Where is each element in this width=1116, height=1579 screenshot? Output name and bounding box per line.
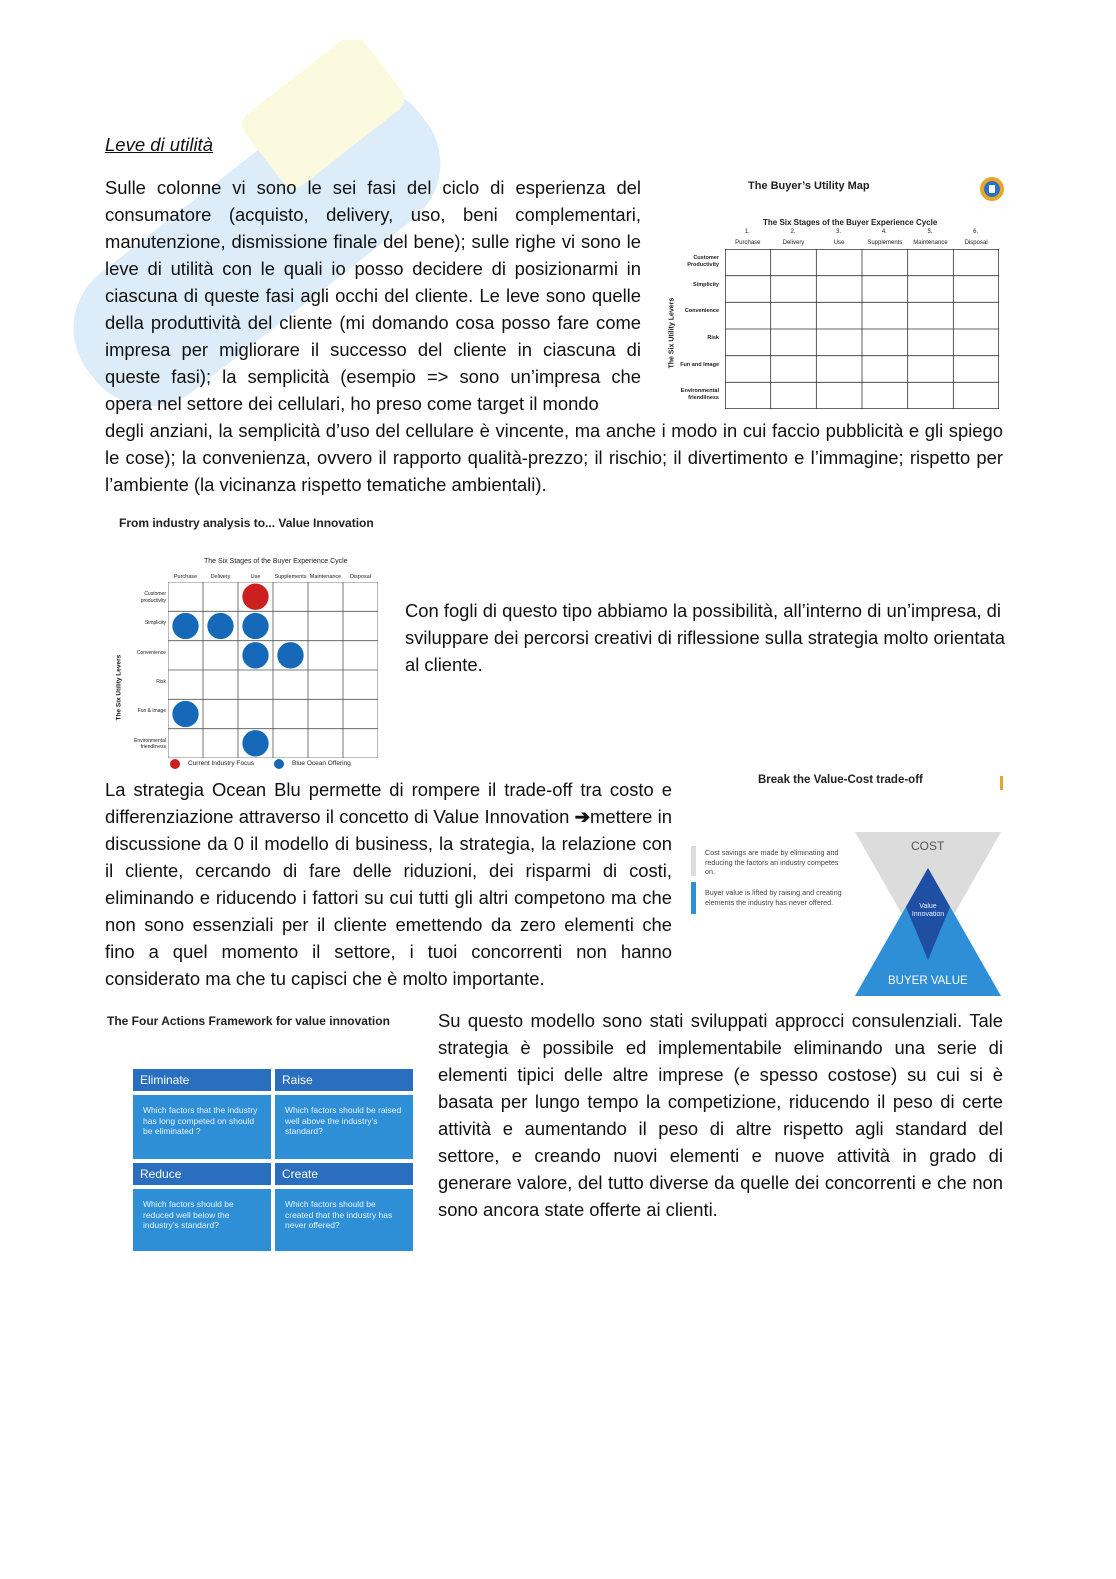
value-innovation-grid [168, 582, 378, 758]
lever-label: Customer productivity [140, 591, 166, 604]
raise-header: Raise [275, 1069, 413, 1091]
stage-label-delivery: Delivery [782, 240, 805, 246]
buyer-value-label: BUYER VALUE [888, 975, 968, 987]
four-actions-framework-figure [105, 1010, 415, 1260]
figure-title: From industry analysis to... Value Innovation [119, 516, 374, 530]
side-label: The Six Utility Levers [115, 654, 123, 721]
reduce-body: Which factors should be reduced well below the industry’s standard? [133, 1189, 271, 1251]
reduce-header: Reduce [133, 1163, 271, 1185]
legend-label-blue-ocean: Blue Ocean Offering [292, 760, 351, 767]
blue-ocean-circle [277, 642, 303, 668]
figure-title: The Four Actions Framework for value innovation [107, 1014, 390, 1028]
paragraph-ocean-blu-intro: La strategia Ocean Blu permette di rompere il trade-off tra costo e differenziazione attraverso il concetto di Value Innovation [105, 779, 672, 827]
stage-label-supplements: Supplements [274, 574, 307, 580]
stage-label-use: Use [250, 574, 261, 580]
lever-label: Convenience [136, 649, 166, 656]
blue-ocean-circle [242, 730, 268, 756]
stage-label-purchase: Purchase [173, 574, 198, 580]
stage-number: 6. [973, 229, 979, 235]
eliminate-body: Which factors that the industry has long competed on should be eliminated ? [133, 1095, 271, 1159]
create-body: Which factors should be created that the industry has never offered? [275, 1189, 413, 1251]
lever-label: Risk [156, 679, 166, 685]
industry-focus-circle [242, 584, 268, 610]
accent-mark [1000, 776, 1003, 790]
eliminate-header: Eliminate [133, 1069, 271, 1091]
lever-label: Environmental friendliness [134, 737, 166, 751]
blue-ocean-circle [207, 613, 233, 639]
legend [170, 758, 390, 772]
figure-title: Break the Value-Cost trade-off [758, 774, 923, 786]
stage-label-supplements: Supplements [867, 240, 903, 246]
blue-ocean-circle [242, 642, 268, 668]
stage-label-use: Use [833, 240, 845, 246]
blue-ocean-circle [242, 613, 268, 639]
paragraph-ocean-blu-body: mettere in discussione da 0 il modello di business, la strategia, la relazione con il cliente, cercando di fare delle riduzioni, dei risparmi di costi, eliminando e riducendo i fattori su cui tutti gli altri competono ma che non sono essenziali per il cliente emettendo da zero elementi che fino a quel momento il settore, i tuoi concorrenti non hanno considerato ma che tu capisci che è molto importante. [105, 806, 672, 989]
lever-label: Simplicity [693, 281, 719, 288]
lever-label: Convenience [684, 308, 719, 315]
utility-map-grid [725, 249, 999, 409]
blue-ocean-circle [172, 613, 198, 639]
stage-label-maintenance: Maintenance [309, 574, 342, 580]
paragraph-utility-levers: Sulle colonne vi sono le sei fasi del ciclo di esperienza del consumatore (acquisto, delivery, uso, beni complementari, manutenzione, dismissione finale del bene); sulle righe vi sono le leve di utilità con le quali io posso decidere di posizionarmi in ciascuna di queste fasi agli occhi del cliente. Le leve sono quelle della produttività del cliente (mi domando cosa posso fare come impresa per migliorare il successo del cliente in ciascuna di queste fasi); la semplicità (esempio => sono un’impresa che opera nel settore dei cellulari, ho preso come target il mondo [105, 177, 641, 414]
value-innovation-label: Value Innovation [911, 903, 945, 918]
paragraph-creative-sheets: Con fogli di questo tipo abbiamo la possibilità, all’interno di un’impresa, di sviluppare dei percorsi creativi di riflessione sulla strategia molto orientata al cliente. [405, 600, 1006, 675]
figure-subtitle: The Six Stages of the Buyer Experience Cycle [204, 558, 348, 565]
stage-label-delivery: Delivery [210, 574, 231, 580]
stage-number: 4. [881, 229, 887, 235]
lever-label: Customer Productivity [687, 255, 719, 268]
legend-red-dot-icon [170, 759, 180, 769]
section-heading: Leve di utilità [105, 134, 213, 155]
value-cost-tradeoff-figure [688, 770, 1006, 1000]
lever-label: Environmental friendliness [680, 388, 719, 402]
cost-label: COST [911, 839, 945, 853]
lever-label: Fun and Image [680, 361, 719, 368]
paragraph-utility-levers-cont: degli anziani, la semplicità d’uso del cellulare è vincente, ma anche i modo in cui faccio pubblicità e gli spiego le cose); la convenienza, ovvero il rapporto qualità-prezzo; il rischio; il divertimento e l’immagine; rispetto per l’ambiente (la vicinanza rispetto tematiche ambientali). [105, 420, 1003, 495]
stage-number: 2. [790, 229, 796, 235]
lever-label: Fun & image [137, 708, 166, 715]
cost-bar [691, 846, 696, 876]
value-bar [691, 882, 696, 914]
stage-label-disposal: Disposal [964, 240, 988, 246]
buyer-value-text: Buyer value is lifted by raising and creating elements the industry has never offered. [705, 888, 842, 907]
buyer-utility-map-figure [655, 172, 1007, 412]
cost-savings-text: Cost savings are made by eliminating and reducing the factors an industry competes on. [705, 848, 839, 876]
arrow-icon: ➔ [574, 806, 591, 827]
lever-label: Risk [707, 335, 719, 341]
paragraph-consulting-approaches: Su questo modello sono stati sviluppati approcci consulenziali. Tale strategia è possibile ed implementabile eliminando una serie di elementi tipici delle altre imprese (e spesso costose) su cui si è basata per lungo tempo la competizione, riducendo il peso di certe attività e aumentando il peso di altre rispetto agli standard del settore, e creando nuovi elementi e nuove attività in grado di generare valore, del tutto diverse da quelle dei concorrenti e che non sono ancora state offerte ai clienti. [438, 1010, 1003, 1220]
stage-number: 3. [836, 229, 842, 235]
legend-label-current: Current Industry Focus [188, 760, 255, 767]
stage-label-disposal: Disposal [349, 574, 372, 580]
figure-subtitle: The Six Stages of the Buyer Experience Cycle [763, 218, 938, 227]
side-label: The Six Utility Levers [668, 297, 676, 369]
create-header: Create [275, 1163, 413, 1185]
stage-number: 5. [927, 229, 933, 235]
lever-label: Simplicity [144, 620, 166, 627]
stage-number: 1. [744, 229, 750, 235]
stage-label-purchase: Purchase [735, 240, 761, 246]
value-innovation-grid-figure [110, 512, 385, 774]
paragraph-ocean-blu [105, 776, 672, 992]
figure-title: The Buyer’s Utility Map [748, 180, 870, 192]
stage-label-maintenance: Maintenance [913, 240, 948, 246]
legend-blue-dot-icon [274, 759, 284, 769]
blue-ocean-circle [172, 701, 198, 727]
raise-body: Which factors should be raised well above the industry’s standard? [275, 1095, 413, 1159]
corner-logo-icon [979, 176, 1005, 202]
